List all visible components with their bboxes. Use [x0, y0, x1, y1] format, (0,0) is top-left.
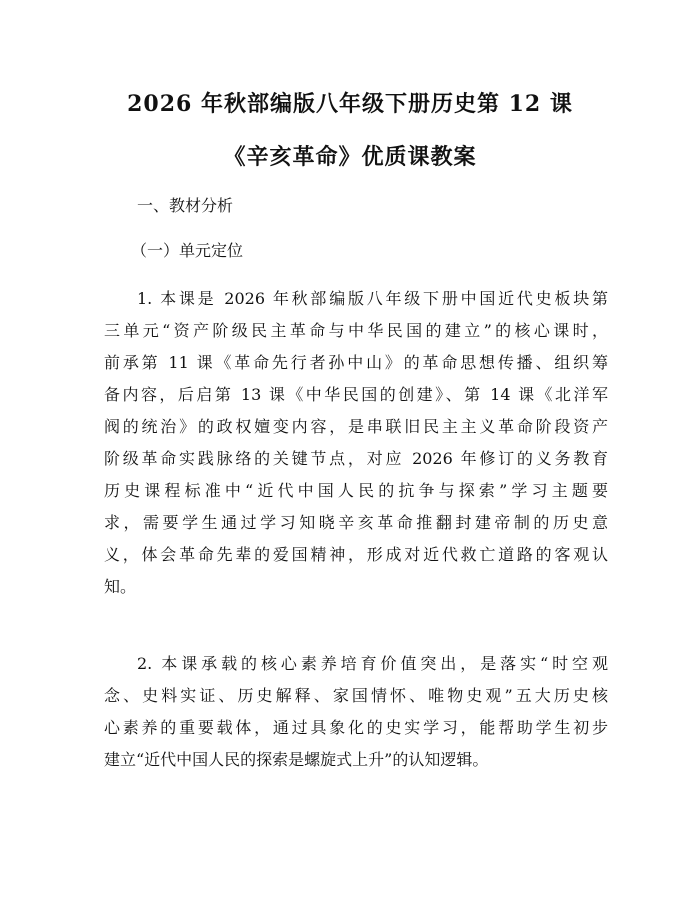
paragraph-2-line: 念、史料实证、历史解释、家国情怀、唯物史观”五大历史核 [104, 686, 608, 705]
paragraph-2-line: 建立“近代中国人民的探索是螺旋式上升”的认知逻辑。 [104, 750, 489, 769]
paragraph-1-line: 1. 本课是 2026 年秋部编版八年级下册中国近代史板块第 [137, 289, 608, 308]
paragraph-1-line: 知。 [104, 577, 137, 596]
paragraph-1 [104, 283, 608, 603]
paragraph-1-line: 义，体会革命先辈的爱国精神，形成对近代救亡道路的客观认 [104, 545, 608, 564]
paragraph-1-line: 求，需要学生通过学习知晓辛亥革命推翻封建帝制的历史意 [104, 513, 608, 532]
subsection-heading: （一）单元定位 [131, 241, 244, 260]
paragraph-1-line: 前承第 11 课《革命先行者孙中山》的革命思想传播、组织筹 [104, 353, 608, 372]
paragraph-2 [104, 648, 608, 776]
paragraph-2-line: 心素养的重要载体，通过具象化的史实学习，能帮助学生初步 [104, 718, 608, 737]
paragraph-1-line: 阶级革命实践脉络的关键节点，对应 2026 年修订的义务教育 [104, 449, 608, 468]
paragraph-1-line: 三单元“资产阶级民主革命与中华民国的建立”的核心课时， [104, 321, 608, 340]
document-title-line-1: 2026 年秋部编版八年级下册历史第 12 课 [127, 91, 573, 117]
document-title-line-2: 《辛亥革命》优质课教案 [223, 144, 477, 170]
paragraph-2-line: 2. 本课承载的核心素养培育价值突出，是落实“时空观 [137, 654, 608, 673]
section-heading: 一、教材分析 [137, 196, 234, 215]
paragraph-1-line: 历史课程标准中“近代中国人民的抗争与探索”学习主题要 [104, 481, 608, 500]
paragraph-1-line: 阀的统治》的政权嬗变内容，是串联旧民主主义革命阶段资产 [104, 417, 608, 436]
paragraph-1-line: 备内容，后启第 13 课《中华民国的创建》、第 14 课《北洋军 [104, 385, 608, 404]
